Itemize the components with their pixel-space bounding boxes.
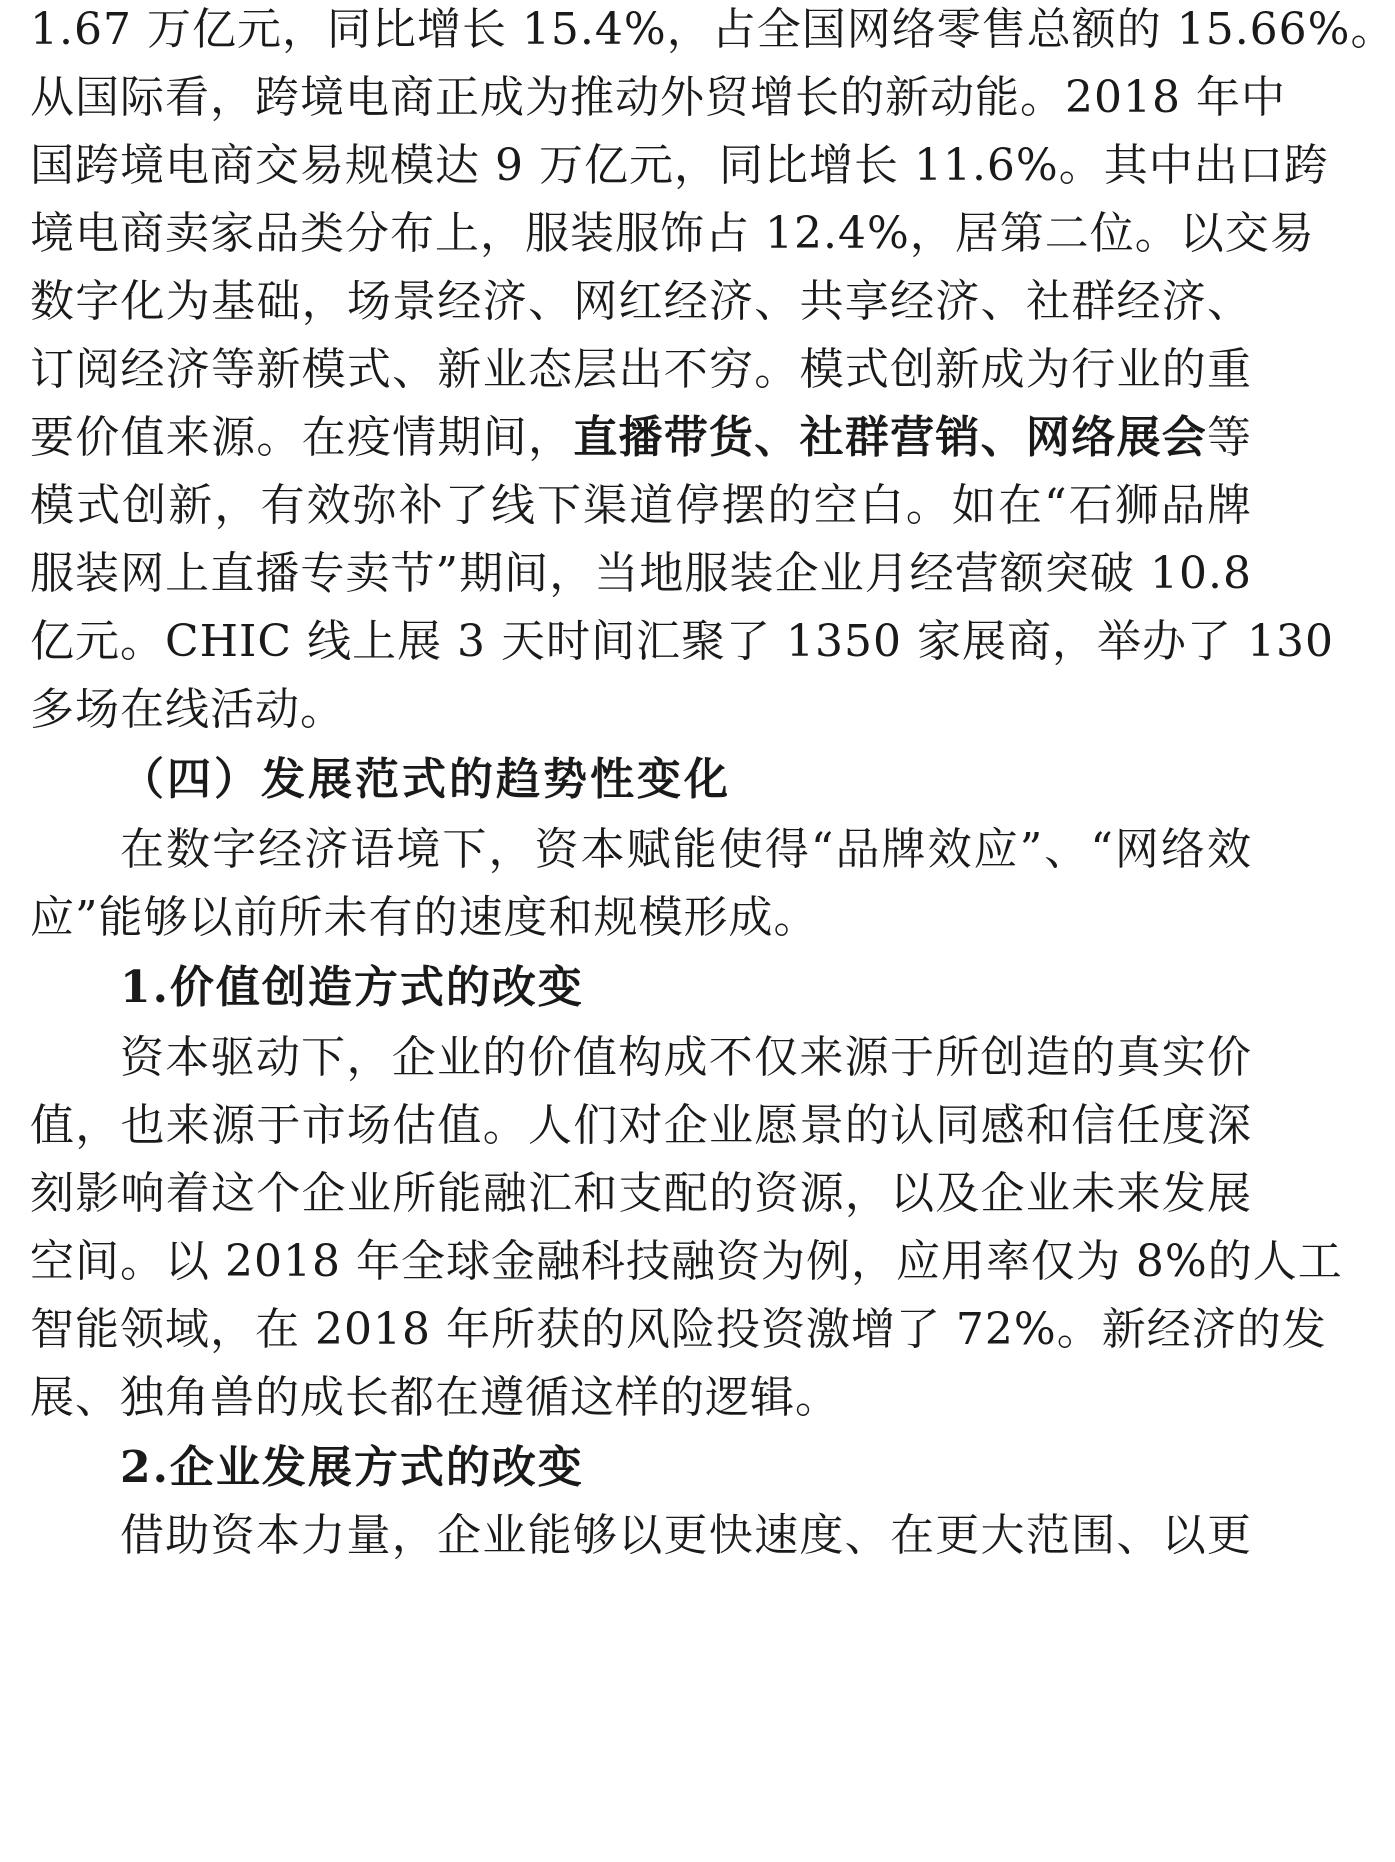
paragraph-line: 多场在线活动。 — [30, 684, 345, 735]
subsection-heading: 2.企业发展方式的改变 — [120, 1442, 584, 1493]
paragraph-line: 服装网上直播专卖节”期间，当地服装企业月经营额突破 10.8 — [30, 548, 1252, 599]
paragraph-line: 值，也来源于市场估值。人们对企业愿景的认同感和信任度深 — [30, 1100, 1252, 1151]
line-text: 等 — [1207, 412, 1253, 463]
paragraph-line: 从国际看，跨境电商正成为推动外贸增长的新动能。2018 年中 — [30, 72, 1286, 123]
paragraph-line: 订阅经济等新模式、新业态层出不穷。模式创新成为行业的重 — [30, 344, 1252, 395]
paragraph-line: 应”能够以前所未有的速度和规模形成。 — [30, 892, 819, 943]
line-text: 要价值来源。在疫情期间， — [30, 412, 574, 463]
paragraph-line: 展、独角兽的成长都在遵循这样的逻辑。 — [30, 1372, 840, 1423]
bold-emphasis: 直播带货、社群营销、网络展会 — [573, 412, 1208, 463]
paragraph-line: 智能领域，在 2018 年所获的风险投资激增了 72%。新经济的发 — [30, 1304, 1327, 1355]
paragraph-line: 在数字经济语境下，资本赋能使得“品牌效应”、“网络效 — [120, 824, 1252, 875]
paragraph-line: 数字化为基础，场景经济、网红经济、共享经济、社群经济、 — [30, 276, 1252, 327]
paragraph-line-with-emphasis — [30, 410, 1252, 466]
section-heading: （四）发展范式的趋势性变化 — [120, 754, 731, 805]
paragraph-line: 亿元。CHIC 线上展 3 天时间汇聚了 1350 家展商，举办了 130 — [30, 616, 1334, 667]
paragraph-line: 模式创新，有效弥补了线下渠道停摆的空白。如在“石狮品牌 — [30, 480, 1252, 531]
paragraph-line: 国跨境电商交易规模达 9 万亿元，同比增长 11.6%。其中出口跨 — [30, 140, 1329, 191]
paragraph-line: 借助资本力量，企业能够以更快速度、在更大范围、以更 — [120, 1510, 1252, 1561]
paragraph-line: 刻影响着这个企业所能融汇和支配的资源，以及企业未来发展 — [30, 1168, 1252, 1219]
paragraph-line: 1.67 万亿元，同比增长 15.4%，占全国网络零售总额的 15.66%。 — [30, 4, 1395, 55]
subsection-heading: 1.价值创造方式的改变 — [120, 962, 584, 1013]
paragraph-line: 境电商卖家品类分布上，服装服饰占 12.4%，居第二位。以交易 — [30, 208, 1315, 259]
paragraph-line: 资本驱动下，企业的价值构成不仅来源于所创造的真实价 — [120, 1032, 1252, 1083]
paragraph-line: 空间。以 2018 年全球金融科技融资为例，应用率仅为 8%的人工 — [30, 1236, 1343, 1287]
